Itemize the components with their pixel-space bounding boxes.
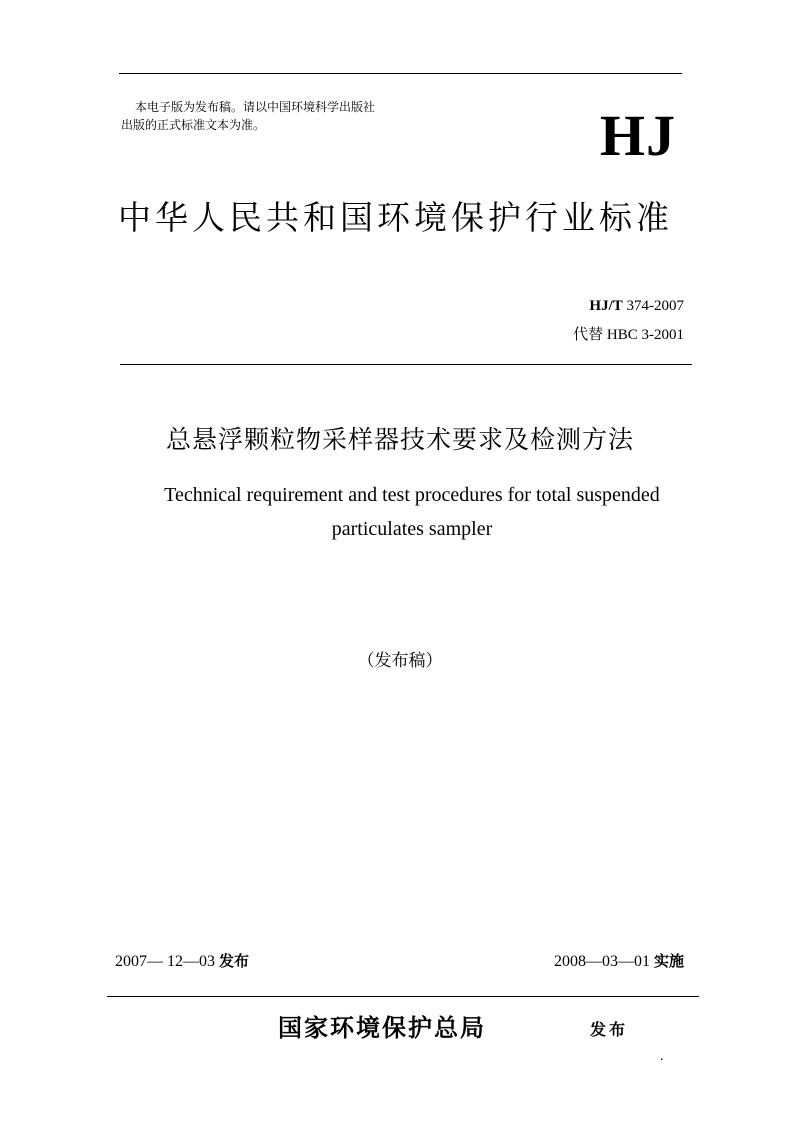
document-title-english: Technical requirement and test procedures for total suspended particulates sampler [164, 484, 660, 540]
hj-logo: HJ [599, 103, 676, 168]
issue-date [115, 950, 249, 973]
header-divider [120, 364, 692, 365]
trailing-mark: . [660, 1049, 664, 1064]
standard-code-prefix: HJ/T [589, 298, 623, 314]
draft-label: （发布稿） [357, 651, 443, 670]
standard-type-title: 中华人民共和国环境保护行业标准 [118, 198, 673, 237]
implementation-date [554, 950, 684, 973]
implementation-date-suffix: 实施 [653, 952, 684, 970]
release-notice-line-1: 本电子版为发布稿。请以中国环境科学出版社 [135, 100, 376, 114]
replaces-standard: 代替 HBC 3-2001 [573, 327, 684, 343]
issuer-action: 发布 [590, 1020, 629, 1039]
implementation-date-value: 2008—03—01 [553, 953, 654, 970]
issue-date-value: 2007— 12—03 [115, 953, 219, 970]
footer-divider [107, 996, 699, 997]
standard-code [589, 296, 684, 316]
top-rule [119, 73, 682, 74]
document-title-chinese: 总悬浮颗粒物采样器技术要求及检测方法 [165, 425, 634, 454]
issue-date-suffix: 发布 [219, 952, 250, 970]
release-notice [121, 98, 431, 134]
standard-code-number: 374-2007 [622, 298, 684, 314]
release-notice-line-2: 出版的正式标准文本为准。 [121, 118, 266, 132]
issuing-authority: 国家环境保护总局 [278, 1014, 486, 1042]
